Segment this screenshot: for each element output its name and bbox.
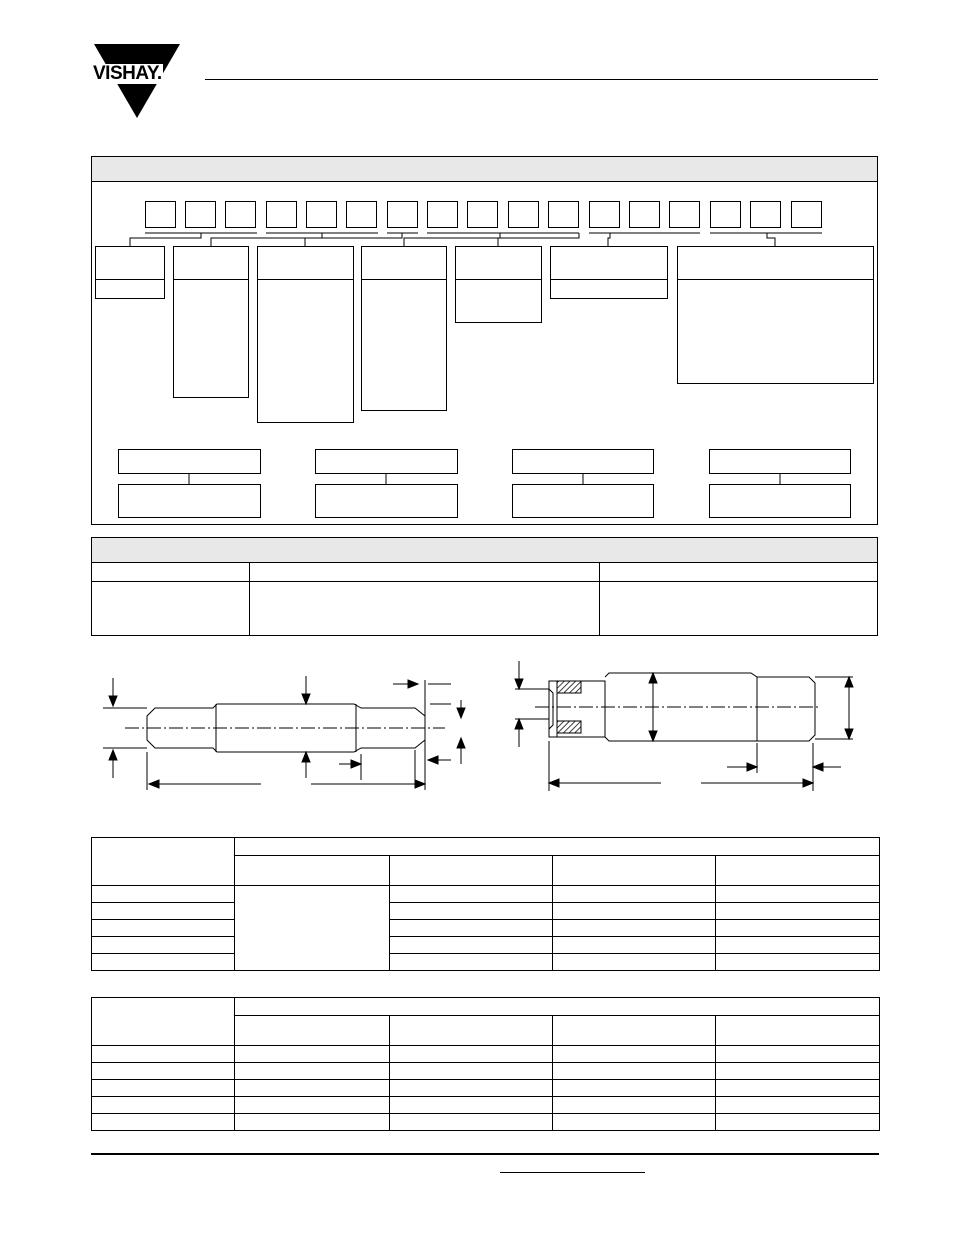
digit-box	[791, 201, 822, 228]
digit-box	[346, 201, 377, 228]
example-header-2	[315, 449, 458, 474]
code-box-5	[455, 246, 542, 323]
logo-wordmark: VISHAY.	[93, 63, 162, 84]
example-value-4	[709, 484, 851, 518]
footer-link[interactable]	[500, 1172, 645, 1173]
table-1-header-cell	[553, 856, 716, 886]
table-row	[92, 1114, 880, 1131]
digit-box	[669, 201, 700, 228]
shaft-drawing-plain	[95, 660, 495, 810]
example-header-3	[512, 449, 654, 474]
table-1-header-cell	[716, 856, 880, 886]
table-1-header-cell	[92, 838, 235, 886]
table-2-header-cell	[390, 1016, 553, 1046]
digit-box	[548, 201, 579, 228]
example-value-2	[315, 484, 458, 518]
packaging-panel	[91, 537, 878, 636]
ordering-panel-header	[92, 157, 877, 182]
digit-box	[508, 201, 539, 228]
code-box-1	[95, 246, 165, 299]
digit-box	[467, 201, 498, 228]
digit-box	[629, 201, 660, 228]
code-box-7	[677, 246, 874, 384]
table-row	[92, 937, 880, 954]
shaft-drawing-bushing	[505, 655, 865, 805]
table-1-header-cell	[235, 856, 390, 886]
table-row	[92, 903, 880, 920]
table-row	[92, 954, 880, 971]
example-value-3	[512, 484, 654, 518]
table-row	[92, 1046, 880, 1063]
table-2-header-cell	[716, 1016, 880, 1046]
digit-box	[427, 201, 458, 228]
digit-box	[306, 201, 337, 228]
digit-box	[710, 201, 741, 228]
dimension-table-1	[91, 837, 880, 971]
digit-box	[145, 201, 176, 228]
packaging-panel-header	[92, 538, 877, 563]
table-2-header-cell	[235, 998, 880, 1016]
dimension-table-2	[91, 997, 880, 1131]
digit-box	[225, 201, 256, 228]
table-2-header-cell	[235, 1016, 390, 1046]
digit-box	[266, 201, 297, 228]
table-1-header-cell	[390, 856, 553, 886]
footer-rule	[91, 1153, 879, 1155]
table-2-header-cell	[92, 998, 235, 1046]
code-box-6	[550, 246, 668, 299]
table-2-header-cell	[553, 1016, 716, 1046]
digit-box	[387, 201, 418, 228]
code-box-3	[257, 246, 354, 423]
code-box-2	[173, 246, 249, 398]
example-value-1	[118, 484, 261, 518]
table-1-header-cell	[235, 838, 880, 856]
example-header-4	[709, 449, 851, 474]
table-row	[92, 1097, 880, 1114]
digit-box	[185, 201, 216, 228]
table-row	[92, 1080, 880, 1097]
digit-box	[750, 201, 781, 228]
table-row	[92, 1063, 880, 1080]
code-box-4	[361, 246, 447, 411]
table-row	[92, 886, 880, 903]
table-row	[92, 920, 880, 937]
header-rule	[205, 79, 878, 80]
digit-box	[589, 201, 620, 228]
example-header-1	[118, 449, 261, 474]
